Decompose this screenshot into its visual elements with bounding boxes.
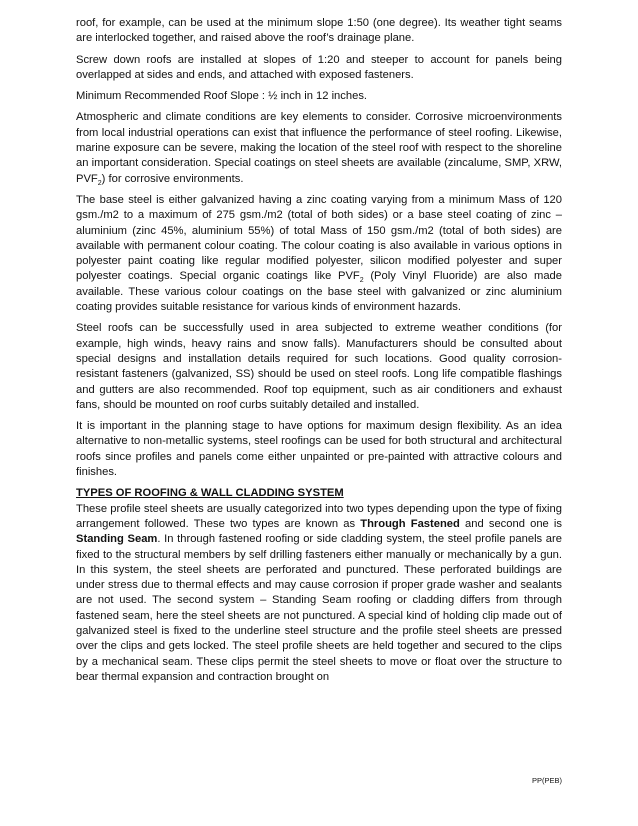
paragraph-text: Screw down roofs are installed at slopes of 1:20 and steeper to account for panels being overlapped at sides and ends, and attached with exposed fasteners.: [76, 53, 562, 81]
paragraph-text: Atmospheric and climate conditions are key elements to consider. Corrosive microenvironments from local industrial operations can exist that influence the performance of steel roofing. Likewise, marine exposure can be severe, making the location of the steel roof with respect to the shoreline an important consideration. Special coatings on steel sheets are available (zincalume, SMP, XRW, PVF: [76, 111, 562, 185]
paragraph-text: These profile steel sheets are usually categorized into two types depending upon the type of fixing arrangement followed. These two types are known as: [76, 502, 562, 530]
paragraph-text: and second one is: [459, 517, 562, 530]
paragraph-base-steel: [76, 193, 562, 315]
term-standing-seam: Standing Seam: [76, 533, 158, 546]
footer-label: PP(PEB): [531, 776, 562, 785]
paragraph-screw-down-roofs: [76, 53, 562, 84]
term-through-fastened: Through Fastened: [360, 517, 460, 530]
paragraph-roofing-types: [76, 502, 562, 686]
paragraph-text: (Poly Vinyl Fluoride) are also made available. These various colour coatings on the base steel with galvanized or zinc aluminium coating provides suitable resistance for various kinds of environment hazards.: [76, 270, 562, 314]
paragraph-design-flexibility: [76, 419, 562, 480]
paragraph-text: . In through fastened roofing or side cladding system, the steel profile panels are fixed to the structural members by self drilling fasteners either manually or mechanically by a gun. In this system, the steel sheets are perforated and punctured. These perforated buildings are under stress due to thermal effects and may cause corrosion if proper grade washer and sealants are not used. The second system – Standing Seam roofing or cladding differs from through fastened seam, here the steel sheets are not punctured. A special kind of holding clip made out of galvanized steel is fixed to the underline steel structure and the profile steel sheets are pressed over the clips and gets locked. The steel profile sheets are held together and secured to the clips by a mechanical seam. These clips permit the steel sheets to move or float over the structure to bear thermal expansion and contraction brought on: [76, 533, 562, 683]
paragraph-text: Steel roofs can be successfully used in area subjected to extreme weather conditions (for example, high winds, heavy rains and snow falls). Manufacturers should be consulted about special designs and installation details required for such locations. Good quality corrosion-resistant fasteners (galvanized, SS) should be used on steel roofs. Long life compatible flashings and gutters are also recommended. Roof top equipment, such as air conditioners and exhaust fans, should be mounted on roof curbs suitably detailed and installed.: [76, 322, 562, 411]
paragraph-text: ) for corrosive environments.: [101, 172, 244, 185]
page-body: [76, 16, 562, 691]
paragraph-text: The base steel is either galvanized having a zinc coating varying from a minimum Mass of 120 gsm./m2 to a maximum of 275 gsm./m2 (total of both sides) or a base steel coating of zinc – aluminium (zinc 45%, aluminium 55%) of total Mass of 150 gsm./m2 (total of both sides) are available with permanent colour coating. The colour coating is also available in various options in polyester paint coating like regular modified polyester, silicon modified polyester and super polyester coatings. Special organic coatings like PVF: [76, 193, 562, 283]
subscript: 2: [97, 179, 102, 187]
paragraph-text: roof, for example, can be used at the minimum slope 1:50 (one degree). Its weather tight seams are interlocked together, and raised above the roof’s drainage plane.: [76, 17, 562, 45]
paragraph-atmospheric-conditions: [76, 110, 562, 186]
paragraph-text: It is important in the planning stage to have options for maximum design flexibility. As an idea alternative to non-metallic systems, steel roofings can be used for both structural and architectural roofs since profiles and panels come either unpainted or pre-painted with attractive colours and finishes.: [76, 420, 562, 479]
subscript: 2: [359, 277, 364, 285]
paragraph-extreme-weather: [76, 321, 562, 413]
section-heading: TYPES OF ROOFING & WALL CLADDING SYSTEM: [76, 487, 344, 500]
paragraph-min-roof-slope: [76, 89, 562, 104]
paragraph-standing-seam-slope: [76, 16, 562, 47]
paragraph-text: Minimum Recommended Roof Slope : ½ inch in 12 inches.: [76, 90, 368, 103]
